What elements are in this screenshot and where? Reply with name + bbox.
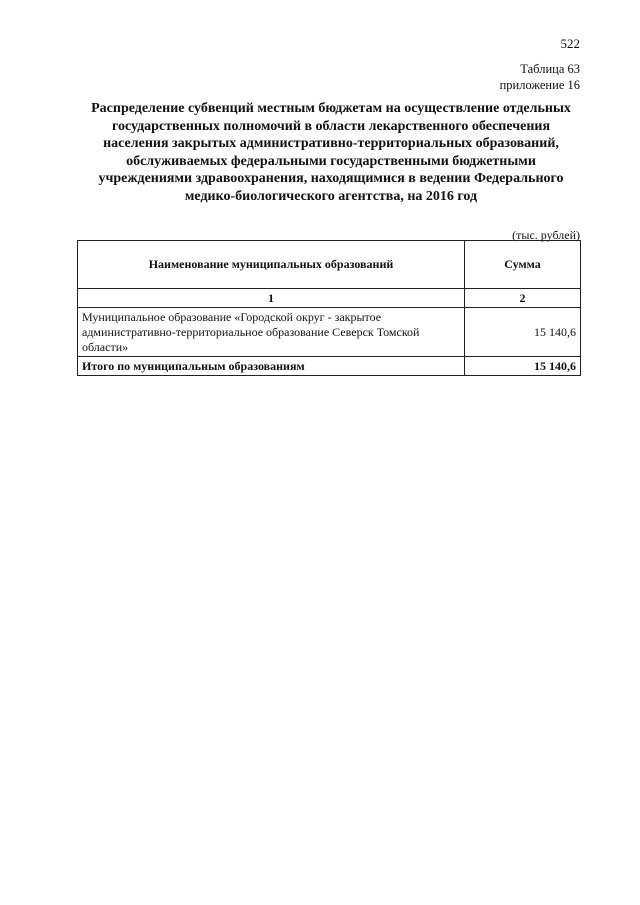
- title-line: учреждениями здравоохранения, находящимися в ведении Федерального: [98, 171, 564, 186]
- budget-table: [77, 240, 581, 376]
- municipality-name-line: административно-территориальное образование Северск Томской: [82, 324, 420, 339]
- table-header-row: [78, 241, 581, 289]
- title-line: медико-биологического агентства, на 2016 год: [184, 188, 478, 204]
- column-number-1: 1: [78, 289, 465, 308]
- municipality-name-cell: [78, 308, 465, 357]
- page-number: 522: [560, 36, 580, 51]
- table-label: Таблица 63: [520, 62, 580, 76]
- municipality-name-line: области»: [82, 339, 129, 354]
- table-row: [78, 308, 581, 357]
- table-reference: [500, 61, 580, 93]
- header-municipality-name: Наименование муниципальных образований: [78, 241, 465, 289]
- units-note: (тыс. рублей): [512, 228, 580, 242]
- title-line: Распределение субвенций местным бюджетам на осуществление отдельных: [91, 101, 571, 116]
- column-number-2: 2: [465, 289, 581, 308]
- total-amount: 15 140,6: [465, 357, 581, 376]
- title-line: обслуживаемых федеральными государственными бюджетными: [126, 153, 536, 169]
- title-line: населения закрытых административно-территориальных образований,: [103, 136, 559, 151]
- amount-cell: 15 140,6: [465, 308, 581, 357]
- appendix-label: приложение 16: [499, 78, 580, 92]
- column-number-row: [78, 289, 581, 308]
- total-row: [78, 357, 581, 376]
- document-title: [78, 100, 584, 205]
- municipality-name-line: Муниципальное образование «Городской округ - закрытое: [82, 309, 382, 324]
- total-label: Итого по муниципальным образованиям: [78, 357, 465, 376]
- title-line: государственных полномочий в области лекарственного обеспечения: [111, 118, 551, 134]
- header-sum: Сумма: [465, 241, 581, 289]
